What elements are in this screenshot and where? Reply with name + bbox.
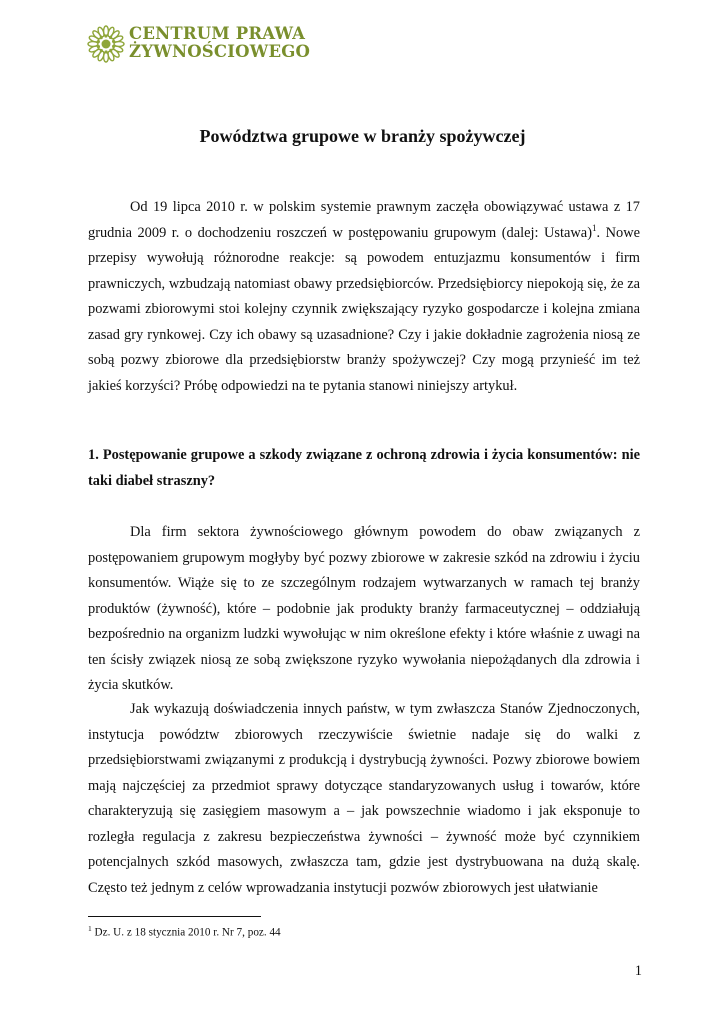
wreath-dot: [97, 40, 100, 43]
footnote-separator: [88, 916, 261, 917]
footnote-number: 1: [88, 924, 92, 933]
wreath-dot: [97, 45, 100, 48]
section-1-paragraph-2: Jak wykazują doświadczenia innych państw, w tym zwłaszcza Stanów Zjednoczonych, instytucja powództw zbiorowych rzeczywiście świetnie nadaje się do walki z przedsiębiorstwami związanymi z produkcją i dystrybucją żywności. Pozwy zbiorowe bowiem mają najczęściej za przedmiot sprawy dotyczące standaryzowanych usług i towarów, które charakteryzują się zasięgiem masowym a – jak powszechnie wiadomo i jak eksponuje to rozległa regulacja z zakresu bezpieczeństwa żywności – żywność może być czynnikiem potencjalnych szkód masowych, zwłaszcza tam, gdzie jest dystrybuowana na dużą skalę. Często też jednym z celów wprowadzania instytucji pozwów zbiorowych jest ułatwianie: [88, 701, 640, 896]
document-title: Powództwa grupowe w branży spożywczej: [199, 126, 526, 146]
footnote-text: Dz. U. z 18 stycznia 2010 r. Nr 7, poz. 44: [94, 926, 281, 939]
logo-wordmark: [129, 25, 310, 61]
intro-text-before-ref: Od 19 lipca 2010 r. w polskim systemie prawnym zaczęła obowiązywać ustawa z 17 grudnia 2009 r. o dochodzeniu roszczeń w postępowaniu grupowym (dalej: Ustawa): [88, 199, 640, 241]
section-1-heading: 1. Postępowanie grupowe a szkody związane z ochroną zdrowia i życia konsumentów: nie taki diabeł straszny?: [88, 447, 640, 489]
intro-paragraph: [88, 195, 640, 399]
wreath-dot: [100, 49, 103, 52]
wreath-dot: [109, 36, 112, 39]
logo-line-2: ŻYWNOŚCIOWEGO: [129, 42, 311, 61]
logo-line-1: CENTRUM PRAWA: [129, 24, 306, 43]
footnote: [88, 921, 281, 941]
wreath-icon: [86, 24, 126, 64]
section-1-paragraph-1: Dla firm sektora żywnościowego głównym powodem do obaw związanych z postępowaniem grupowym mogłyby być pozwy zbiorowe w zakresie szkód na zdrowiu i życiu konsumentów. Wiąże się to ze szczególnym rodzajem wytwarzanych w ramach tej branży produktów (żywność), które – podobnie jak produkty branży farmaceutycznej – oddziałują bezpośrednio na organizm ludzki wywołując w nim określone efekty i które właśnie z uwagi na ten ścisły związek niosą ze sobą zwiększone ryzyko wywołania niepożądanych dla zdrowia i życia skutków.: [88, 524, 640, 693]
wreath-dot: [105, 50, 108, 53]
wreath-dot: [104, 34, 107, 37]
wreath-dot: [109, 49, 112, 52]
wreath-dot: [112, 40, 115, 43]
page-number: 1: [634, 963, 642, 979]
intro-text-after-ref: . Nowe przepisy wywołują różnorodne reakcje: są powodem entuzjazmu konsumentów i firm prawniczych, wzbudzają natomiast obawy przedsiębiorców. Przedsiębiorcy niepokoją się, że za pozwami zbiorowymi stoi kolejny czynnik zwiększający ryzyko gospodarcze i kolejna zmiana zasad gry rynkowej. Czy ich obawy są uzasadnione? Czy i jakie dokładnie zagrożenia niosą ze sobą pozwy zbiorowe dla przedsiębiorstw branży spożywczej? Czy mogą przynieść im też jakieś korzyści? Próbę odpowiedzi na te pytania stanowi niniejszy artykuł.: [88, 224, 640, 394]
wreath-dot: [112, 45, 115, 48]
wreath-dot: [100, 36, 103, 39]
footnote-reference: 1: [592, 222, 597, 233]
